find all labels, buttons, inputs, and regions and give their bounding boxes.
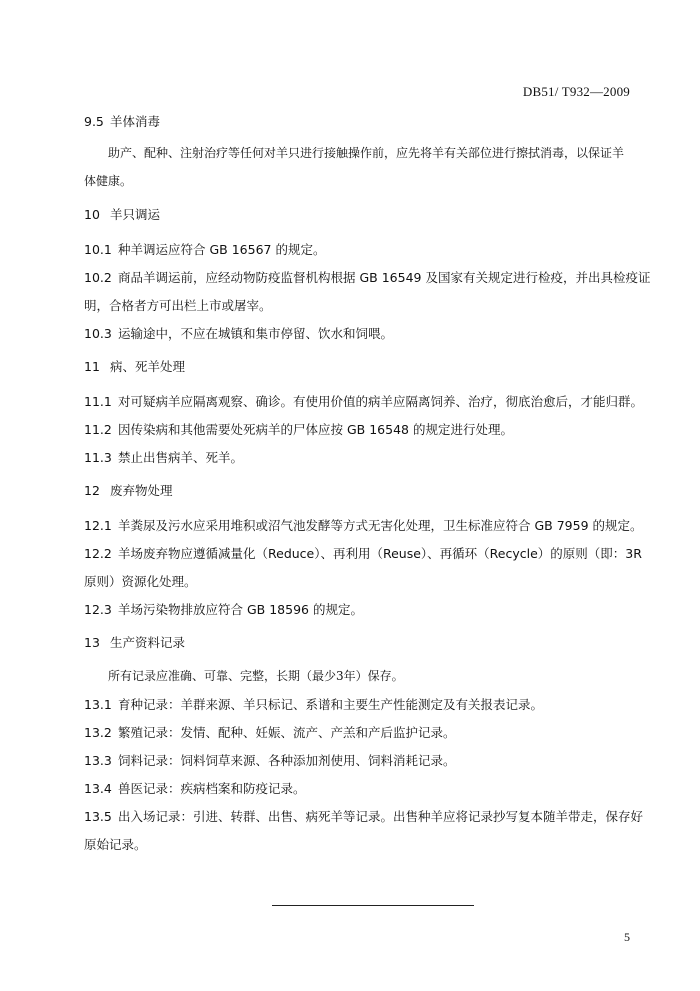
- clause-number: 12.1: [84, 518, 112, 533]
- heading-10: [84, 205, 636, 224]
- section-13-intro: 所有记录应准确、可靠、完整，长期（最少3年）保存。: [108, 669, 404, 683]
- heading-12: [84, 481, 636, 500]
- clause-13-4: [84, 779, 636, 798]
- heading-9-5: [84, 112, 636, 131]
- clause-13-3: [84, 751, 636, 770]
- section-number: 11: [84, 359, 100, 374]
- clause-13-5-line2: 原始记录。: [84, 837, 147, 852]
- clause-10-2-line2: 明，合格者方可出栏上市或屠宰。: [84, 298, 272, 313]
- clause-number: 13.1: [84, 697, 112, 712]
- clause-10-2-line1: [84, 268, 651, 287]
- clause-11-1: [84, 392, 644, 411]
- clause-text: 羊场污染物排放应符合 GB 18596 的规定。: [118, 602, 363, 617]
- paragraph-9-5-line1: 助产、配种、注射治疗等任何对羊只进行接触操作前，应先将羊有关部位进行擦拭消毒，以保证羊: [108, 146, 625, 160]
- end-rule: [272, 905, 474, 906]
- section-number: 9.5: [84, 114, 104, 129]
- clause-10-1: [84, 240, 636, 259]
- section-number: 12: [84, 483, 100, 498]
- section-title: 羊体消毒: [109, 114, 160, 129]
- clause-12-2-line2: 原则）资源化处理。: [84, 574, 197, 589]
- clause-number: 12.2: [84, 546, 112, 561]
- clause-text: 羊场废弃物应遵循减量化（Reduce）、再利用（Reuse）、再循环（Recycle）的原则（即：3R: [118, 546, 642, 561]
- clause-12-2-line1: [84, 544, 642, 563]
- section-number: 13: [84, 635, 100, 650]
- document-body: [84, 112, 651, 854]
- heading-11: [84, 357, 636, 376]
- clause-number: 10.1: [84, 242, 112, 257]
- clause-text: 种羊调运应符合 GB 16567 的规定。: [118, 242, 326, 257]
- clause-text: 羊粪尿及污水应采用堆积或沼气池发酵等方式无害化处理，卫生标准应符合 GB 7959 的规定。: [118, 518, 643, 533]
- clause-number: 11.3: [84, 450, 112, 465]
- section-number: 10: [84, 207, 100, 222]
- clause-number: 11.2: [84, 422, 112, 437]
- section-title: 羊只调运: [109, 207, 160, 222]
- section-title: 生产资料记录: [109, 635, 185, 650]
- clause-text: 繁殖记录：发情、配种、妊娠、流产、产羔和产后监护记录。: [118, 725, 456, 740]
- clause-text: 饲料记录：饲料饲草来源、各种添加剂使用、饲料消耗记录。: [118, 753, 456, 768]
- clause-13-1: [84, 695, 636, 714]
- clause-11-2: [84, 420, 636, 439]
- clause-12-3: [84, 600, 636, 619]
- clause-number: 13.2: [84, 725, 112, 740]
- clause-text: 运输途中，不应在城镇和集市停留、饮水和饲喂。: [118, 326, 394, 341]
- clause-11-3: [84, 448, 636, 467]
- clause-text: 禁止出售病羊、死羊。: [118, 450, 244, 465]
- page-number: 5: [624, 930, 630, 944]
- clause-text: 商品羊调运前，应经动物防疫监督机构根据 GB 16549 及国家有关规定进行检疫，并出具检疫证: [118, 270, 651, 285]
- paragraph-9-5-line2: 体健康。: [84, 174, 133, 188]
- clause-text: 因传染病和其他需要处死病羊的尸体应按 GB 16548 的规定进行处理。: [118, 422, 513, 437]
- clause-number: 12.3: [84, 602, 112, 617]
- clause-text: 兽医记录：疾病档案和防疫记录。: [118, 781, 306, 796]
- clause-13-5-line1: [84, 807, 644, 826]
- heading-13: [84, 633, 636, 652]
- section-title: 病、死羊处理: [109, 359, 185, 374]
- clause-text: 育种记录：羊群来源、羊只标记、系谱和主要生产性能测定及有关报表记录。: [118, 697, 544, 712]
- clause-text: 出入场记录：引进、转群、出售、病死羊等记录。出售种羊应将记录抄写复本随羊带走，保存好: [118, 809, 644, 824]
- clause-number: 13.5: [84, 809, 112, 824]
- clause-12-1: [84, 516, 643, 535]
- clause-number: 10.3: [84, 326, 112, 341]
- clause-number: 11.1: [84, 394, 112, 409]
- standard-code: DB51/ T932—2009: [522, 84, 630, 99]
- section-title: 废弃物处理: [109, 483, 173, 498]
- clause-13-2: [84, 723, 636, 742]
- clause-text: 对可疑病羊应隔离观察、确诊。有使用价值的病羊应隔离饲养、治疗，彻底治愈后，才能归群。: [118, 394, 644, 409]
- clause-number: 13.4: [84, 781, 112, 796]
- clause-number: 13.3: [84, 753, 112, 768]
- clause-number: 10.2: [84, 270, 112, 285]
- clause-10-3: [84, 324, 636, 343]
